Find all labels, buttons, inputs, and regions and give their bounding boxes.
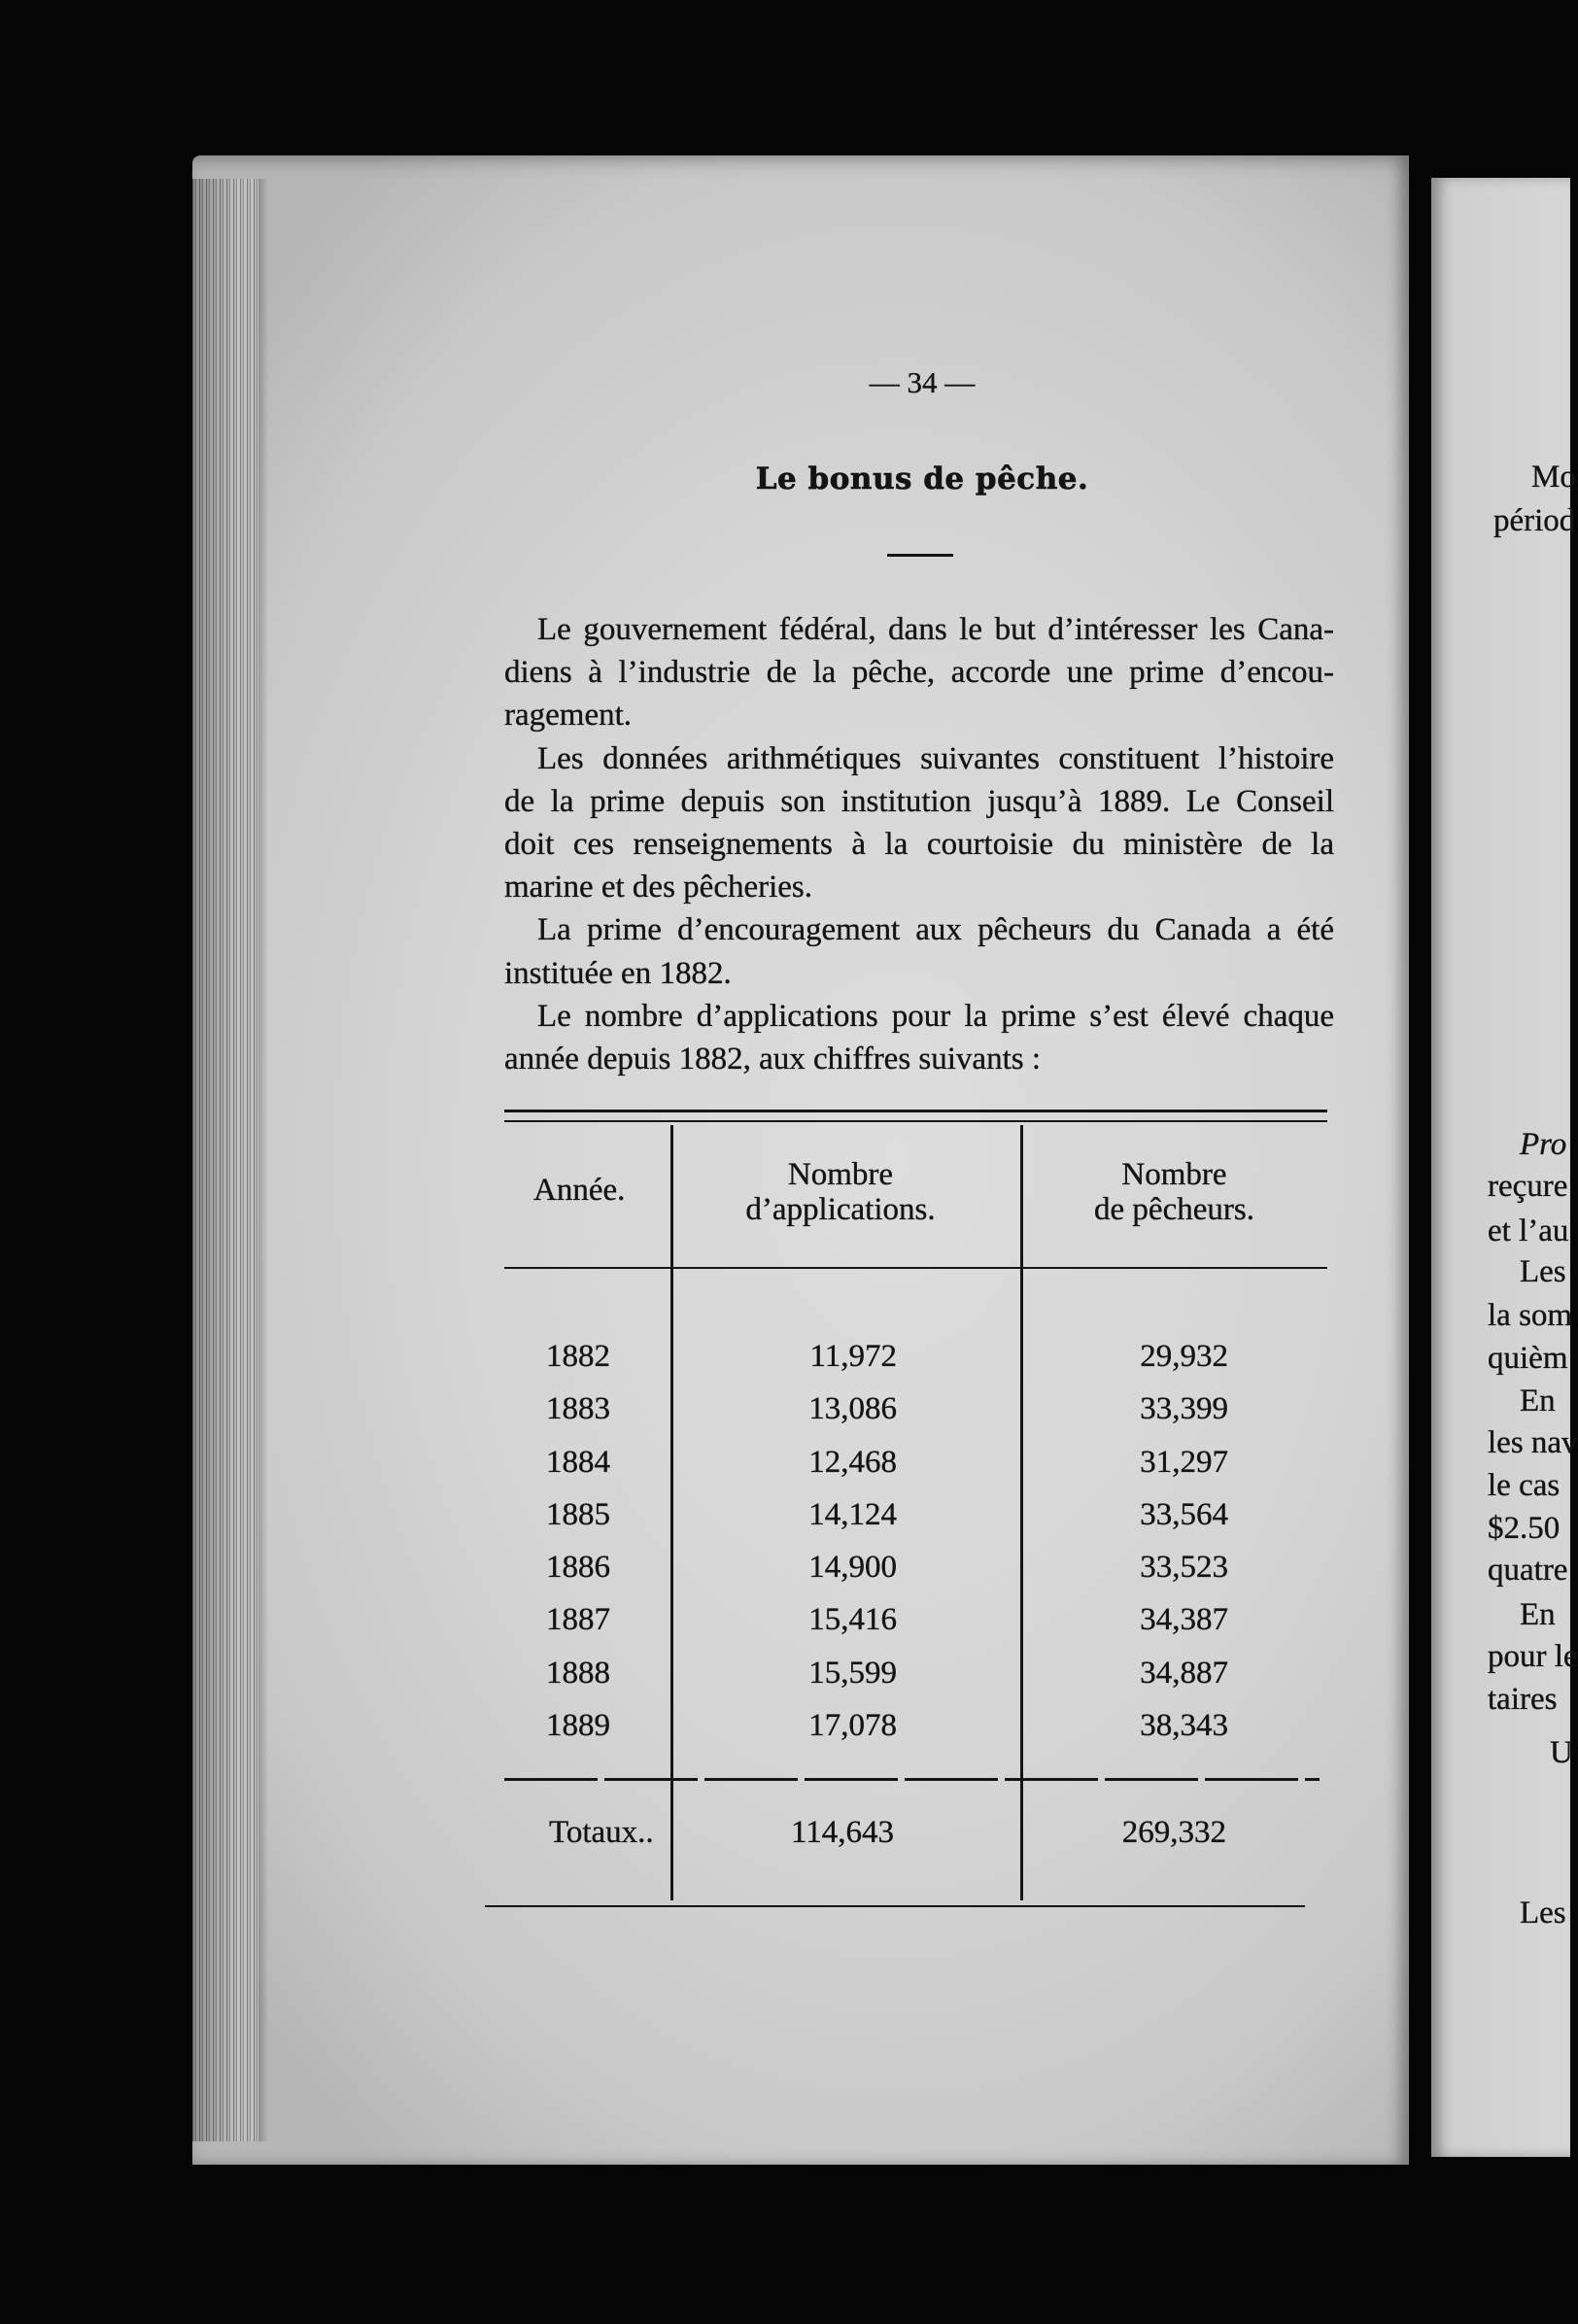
fishermen-cell: 31,297 [1140, 1444, 1228, 1480]
applications-cell: 13,086 [808, 1391, 897, 1427]
paragraph-line: instituée en 1882. [504, 955, 732, 991]
right-page-text-line: U [1550, 1735, 1573, 1770]
table-row [0, 1699, 1570, 1752]
paragraph-line: année depuis 1882, aux chiffres suivants : [504, 1041, 1042, 1077]
year-cell: 1889 [546, 1708, 610, 1744]
totals-row [0, 1806, 1570, 1859]
right-page-text-line: Pro [1520, 1127, 1567, 1162]
year-cell: 1887 [546, 1602, 610, 1638]
fishermen-cell: 33,523 [1140, 1550, 1228, 1586]
fishermen-cell: 34,387 [1140, 1602, 1228, 1638]
header-rule [504, 1267, 1327, 1269]
paragraph-line: Les données arithmétiques suivantes constituent l’histoire [537, 740, 1334, 776]
applications-cell: 14,124 [808, 1496, 897, 1532]
fishermen-cell: 38,343 [1140, 1708, 1228, 1744]
right-page-text-line: taires [1488, 1682, 1558, 1717]
table-row [0, 1488, 1570, 1541]
table-row [0, 1647, 1570, 1699]
right-page-text-line: Les [1520, 1254, 1566, 1289]
applications-cell: 14,900 [808, 1550, 897, 1586]
paragraph-line: doit ces renseignements à la courtoisie du ministère de la [504, 826, 1334, 862]
section-title: Le bonus de pêche. [755, 461, 1089, 496]
right-page-text-line: périod [1493, 503, 1576, 538]
right-page-text-line: pour le [1488, 1639, 1578, 1674]
paragraph-line: marine et des pêcheries. [504, 870, 813, 906]
paragraph-line: diens à l’industrie de la pêche, accorde une prime d’encou- [504, 655, 1334, 691]
header-line: Année. [533, 1173, 626, 1208]
right-page-text-line: En [1520, 1384, 1556, 1418]
year-header [533, 1173, 625, 1208]
fishermen-total: 269,332 [1121, 1815, 1226, 1850]
applications-total: 114,643 [790, 1815, 894, 1850]
fishermen-cell: 34,887 [1140, 1655, 1228, 1691]
right-page-text-line: les nav [1488, 1425, 1578, 1460]
right-page-text-line: la som [1488, 1298, 1573, 1333]
right-page-text-line: le cas [1488, 1468, 1561, 1503]
paragraph-line: de la prime depuis son institution jusqu’à 1889. Le Conseil [504, 783, 1334, 819]
totals-label: Totaux.. [549, 1815, 654, 1850]
right-page-text-line: quièm [1488, 1341, 1568, 1376]
table-body [0, 1330, 1570, 1752]
totals-rule [504, 1778, 1320, 1781]
paragraph-line: Le gouvernement fédéral, dans le but d’intéresser les Cana- [537, 612, 1334, 647]
header-line: Nombre [1121, 1157, 1227, 1192]
fishermen-cell: 33,399 [1140, 1391, 1228, 1427]
header-line: Nombre [787, 1157, 894, 1192]
fishermen-cell: 29,932 [1140, 1339, 1228, 1374]
table-top-rule [504, 1120, 1327, 1122]
applications-cell: 15,599 [808, 1655, 897, 1691]
header-line: de pêcheurs. [1094, 1192, 1254, 1227]
page-number: — 34 — [869, 365, 976, 399]
header-line: d’applications. [745, 1192, 936, 1227]
year-cell: 1888 [546, 1655, 610, 1691]
year-cell: 1882 [546, 1339, 610, 1374]
table-top-rule [504, 1110, 1327, 1112]
right-page-text-line: quatre [1488, 1553, 1568, 1588]
year-cell: 1883 [546, 1391, 610, 1427]
paragraph-line: La prime d’encouragement aux pêcheurs du Canada a été [537, 912, 1334, 948]
title-rule [887, 554, 953, 557]
paragraph-line: Le nombre d’applications pour la prime s’est élevé chaque [537, 998, 1334, 1034]
applications-cell: 17,078 [808, 1708, 897, 1744]
table-row [0, 1383, 1570, 1435]
right-page-text-line: En [1520, 1597, 1556, 1632]
applications-cell: 11,972 [809, 1339, 897, 1374]
body-text [504, 608, 1334, 1080]
right-page-text-line: et l’au [1488, 1213, 1569, 1248]
table-row [0, 1593, 1570, 1646]
right-page-text-line: reçure [1488, 1169, 1568, 1204]
year-cell: 1885 [546, 1496, 610, 1532]
right-page-text-line: Mo [1531, 460, 1576, 495]
applications-cell: 15,416 [808, 1602, 897, 1638]
table-row [0, 1330, 1570, 1383]
applications-cell: 12,468 [808, 1444, 897, 1480]
fishermen-header [1021, 1157, 1327, 1227]
right-page-text-line: Les [1520, 1896, 1566, 1931]
table-bottom-rule [485, 1905, 1305, 1907]
table-row [0, 1436, 1570, 1488]
paragraph-line: ragement. [504, 698, 633, 734]
right-page-text-line: $2.50 [1488, 1511, 1561, 1546]
year-cell: 1884 [546, 1444, 610, 1480]
applications-header [666, 1157, 1015, 1227]
fishermen-cell: 33,564 [1140, 1496, 1228, 1532]
right-page [1431, 178, 1578, 2157]
table-row [0, 1541, 1570, 1593]
year-cell: 1886 [546, 1550, 610, 1586]
